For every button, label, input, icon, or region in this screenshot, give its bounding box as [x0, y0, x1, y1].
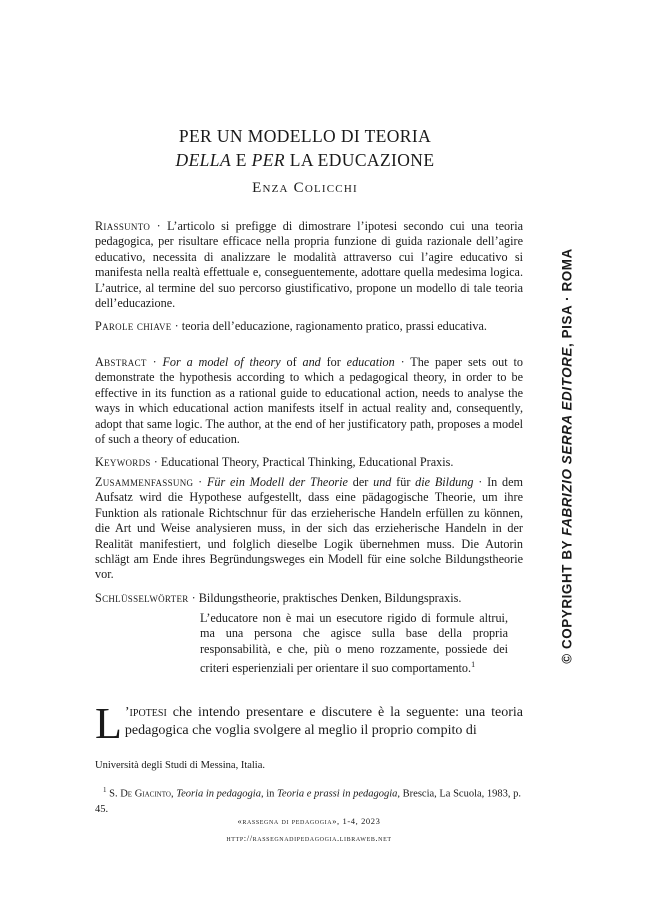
zusammenfassung-heading: Zusammenfassung: [95, 475, 194, 489]
epigraph: [200, 611, 508, 677]
schluesselwoerter-heading: Schlüsselwörter: [95, 591, 189, 605]
riassunto-heading: Riassunto: [95, 219, 151, 233]
footnote-rest: , Brescia, La Scuola, 1983, p. 45.: [95, 788, 522, 815]
separator: ·: [150, 219, 168, 233]
separator: ·: [146, 355, 163, 369]
zusammenfassung-title-c: und: [373, 475, 392, 489]
title-conjunction: E: [231, 150, 252, 170]
abstract-title-e: education: [346, 355, 395, 369]
separator: ·: [193, 475, 207, 489]
abstract-paragraph: [95, 355, 523, 447]
zusammenfassung-text: In dem Aufsatz wird die Hypothese aufgestellt, dass eine pädagogische Theorie, um ihre Funktion als rationale Richtschnur für das erzieherische Handeln erfüllen zu können, die Art und Weise analysieren muss, in der sich das erzieherische Handeln in der Realität manifestiert, und folglich dieselbe Logik übernehmen muss. Die Autorin schlägt am Ende ihres Begründungsweges ein Modell für eine solche Bildungstheorie vor.: [95, 475, 524, 582]
footnote-in: , in: [260, 788, 278, 800]
opening-paragraph: [95, 699, 523, 748]
footnote-sep: ,: [170, 788, 177, 800]
separator: ·: [394, 355, 411, 369]
journal-citation: «rassegna di pedagogia», 1-4, 2023: [237, 816, 381, 826]
title-line-2: [95, 148, 515, 172]
zusammenfassung-title-a: Für ein Modell der Theorie: [206, 475, 348, 489]
footnote-number: 1: [103, 786, 107, 794]
schluesselwoerter-paragraph: [95, 591, 523, 606]
epigraph-footnote-ref[interactable]: 1: [471, 660, 476, 670]
drop-cap: L: [95, 699, 122, 748]
riassunto-paragraph: [95, 219, 523, 311]
zusammenfassung-title-d: für: [391, 475, 416, 489]
separator: ·: [473, 475, 488, 489]
keywords-paragraph: [95, 455, 523, 470]
opening-text: che intendo presentare e discutere è la seguente: una teoria pedagogica che voglia svolgere al meglio il proprio compito di: [124, 705, 523, 738]
keywords-text: Educational Theory, Practical Thinking, Educational Praxis.: [160, 455, 454, 469]
author-affiliation: Università degli Studi di Messina, Italia.: [95, 760, 266, 771]
footnote-author: S. De Giacinto: [109, 788, 171, 800]
footnotes: [95, 758, 523, 817]
author-name: Enza Colicchi: [252, 180, 358, 196]
footnote-1: [95, 783, 523, 817]
separator: ·: [188, 591, 199, 605]
parole-chiave-heading: Parole chiave: [95, 319, 172, 333]
opening-smallcaps: ’ipotesi: [124, 705, 167, 720]
title-italic-per: PER: [251, 150, 285, 170]
abstract-title-a: For a model of theory: [162, 355, 281, 369]
title-end: LA EDUCAZIONE: [284, 150, 435, 170]
copyright-notice: [560, 248, 575, 664]
abstract-title-c: and: [302, 355, 321, 369]
abstract-text: The paper sets out to demonstrate the hypothesis according to which a pedagogical theory, in order to be effective in its function as a rational guide to educational action, needs to analyse the ways in which educational action manifests itself in actual reality and, consequently, adopt that same logic. The author, at the end of her justificatory path, proposes a model of such a theory of education.: [95, 355, 523, 447]
keywords-heading: Keywords: [95, 455, 151, 469]
footnote-book: Teoria e prassi in pedagogia: [277, 788, 398, 800]
riassunto-text: L’articolo si prefigge di dimostrare l’ipotesi secondo cui una teoria pedagogica, per risultare efficace nella propria funzione di guida razionale dell’agire educativo, necessita di analizzare le modalità attraverso cui l’agire educativo si manifesta nella realtà effettuale e, conseguentemente, adottare quella medesima logica. L’autrice, al termine del suo percorso giustificativo, propone un modello di tale teoria dell’educazione.: [95, 219, 523, 311]
zusammenfassung-paragraph: [95, 475, 523, 583]
copyright-publisher: FABRIZIO SERRA EDITORE: [559, 347, 575, 536]
schluesselwoerter-text: Bildungstheorie, praktisches Denken, Bildungspraxis.: [198, 591, 462, 605]
footnote-title: Teoria in pedagogia: [176, 788, 261, 800]
zusammenfassung-title-e: die Bildung: [415, 475, 474, 489]
article-title: [95, 124, 515, 172]
abstract-title-b: of: [280, 355, 303, 369]
copyright-suffix: , PISA · ROMA: [559, 248, 575, 348]
title-italic-della: DELLA: [175, 150, 232, 170]
zusammenfassung-title-b: der: [347, 475, 374, 489]
parole-chiave-text: teoria dell’educazione, ragionamento pratico, prassi educativa.: [181, 319, 487, 333]
separator: ·: [150, 455, 161, 469]
separator: ·: [171, 319, 182, 333]
page-footer: [95, 813, 523, 847]
journal-url[interactable]: http://rassegnadipedagogia.libraweb.net: [226, 833, 392, 843]
epigraph-text: L’educatore non è mai un esecutore rigido di formule altrui, ma una persona che agisce sulla base della propria responsabilità, e che, più o meno rozzamente, possiede dei criteri esperienziali per orientare il suo comportamento.: [200, 611, 508, 676]
abstract-heading: Abstract: [95, 355, 147, 369]
copyright-prefix: © COPYRIGHT BY: [559, 535, 575, 664]
abstract-title-d: for: [320, 355, 347, 369]
title-line-1: PER UN MODELLO DI TEORIA: [178, 126, 432, 146]
parole-chiave-paragraph: [95, 319, 523, 334]
